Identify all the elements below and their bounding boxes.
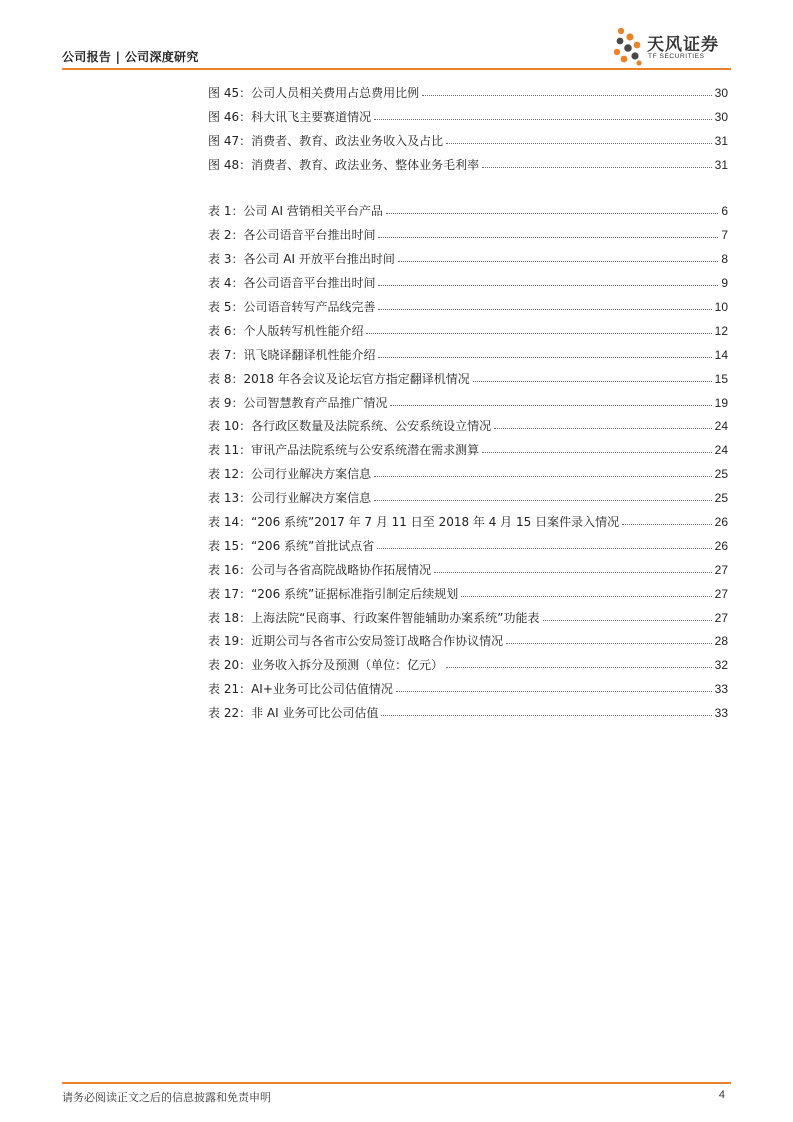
- dot-leader: [378, 309, 711, 310]
- toc-entry-page: 30: [714, 85, 728, 100]
- toc-entry-title: 图 47：消费者、教育、政法业务收入及占比: [208, 133, 444, 148]
- table-toc-entry[interactable]: [208, 338, 728, 362]
- dot-leader: [543, 620, 712, 621]
- toc-entry-page: 33: [714, 682, 728, 697]
- table-toc-entry[interactable]: [208, 410, 728, 434]
- table-toc-entry[interactable]: [208, 266, 728, 290]
- brand-logo: [611, 26, 731, 66]
- toc-entry-title: 表 18：上海法院“民商事、行政案件智能辅助办案系统”功能表: [208, 610, 540, 625]
- dot-leader: [378, 237, 718, 238]
- figure-toc-entry[interactable]: [208, 124, 728, 148]
- brand-name-cn: 天风证券: [647, 35, 719, 55]
- toc-entry-page: 14: [714, 347, 728, 362]
- table-toc-entry[interactable]: [208, 625, 728, 649]
- table-toc-entry[interactable]: [208, 601, 728, 625]
- toc-entry-title: 图 45：公司人员相关费用占总费用比例: [208, 85, 420, 100]
- toc-entry-page: 31: [714, 157, 728, 172]
- dot-leader: [374, 500, 712, 501]
- dot-leader: [381, 715, 711, 716]
- toc-entry-title: 表 13：公司行业解决方案信息: [208, 491, 372, 506]
- toc-entry-title: 图 46：科大讯飞主要赛道情况: [208, 109, 372, 124]
- toc-entry-title: 表 20：业务收入拆分及预测（单位：亿元）: [208, 658, 444, 673]
- dot-leader: [374, 476, 712, 477]
- toc-entry-page: 26: [714, 538, 728, 553]
- toc-entry-page: 7: [721, 228, 728, 243]
- dot-leader: [461, 596, 711, 597]
- table-toc-entry[interactable]: [208, 481, 728, 505]
- dot-leader: [446, 143, 712, 144]
- dot-leader: [366, 333, 711, 334]
- toc-entry-page: 24: [714, 419, 728, 434]
- dot-leader: [396, 691, 712, 692]
- table-of-contents: [208, 76, 728, 720]
- table-toc-entry[interactable]: [208, 457, 728, 481]
- toc-entry-title: 图 48：消费者、教育、政法业务、整体业务毛利率: [208, 157, 480, 172]
- toc-entry-title: 表 11：审讯产品法院系统与公安系统潜在需求测算: [208, 443, 480, 458]
- dot-leader: [390, 405, 711, 406]
- table-toc-entry[interactable]: [208, 577, 728, 601]
- dot-leader: [422, 95, 712, 96]
- dot-leader: [446, 667, 712, 668]
- toc-entry-page: 31: [714, 133, 728, 148]
- dot-leader: [378, 357, 711, 358]
- figure-toc-entry[interactable]: [208, 148, 728, 172]
- dot-leader: [434, 572, 712, 573]
- toc-entry-page: 27: [714, 610, 728, 625]
- table-toc-entry[interactable]: [208, 218, 728, 242]
- dot-leader: [398, 261, 718, 262]
- toc-entry-page: 12: [714, 323, 728, 338]
- table-toc-entry[interactable]: [208, 529, 728, 553]
- header-divider: [62, 68, 731, 70]
- toc-entry-page: 24: [714, 443, 728, 458]
- toc-entry-title: 表 9：公司智慧教育产品推广情况: [208, 395, 388, 410]
- toc-entry-title: 表 2：各公司语音平台推出时间: [208, 228, 376, 243]
- toc-entry-title: 表 21：AI+业务可比公司估值情况: [208, 682, 393, 697]
- toc-entry-title: 表 4：各公司语音平台推出时间: [208, 276, 376, 291]
- table-toc-entry[interactable]: [208, 553, 728, 577]
- footer-divider: [62, 1082, 731, 1084]
- brand-name-en: TF SECURITIES: [648, 53, 705, 60]
- toc-entry-title: 表 17：“206 系统”证据标准指引制定后续规划: [208, 586, 459, 601]
- toc-entry-page: 8: [721, 252, 728, 267]
- toc-entry-title: 表 12：公司行业解决方案信息: [208, 467, 372, 482]
- toc-entry-page: 26: [714, 515, 728, 530]
- toc-entry-title: 表 15：“206 系统”首批试点省: [208, 538, 375, 553]
- brand-logo-icon: [611, 26, 643, 66]
- report-type-label: 公司报告 | 公司深度研究: [62, 50, 199, 64]
- toc-entry-page: 15: [714, 371, 728, 386]
- toc-entry-title: 表 19：近期公司与各省市公安局签订战略合作协议情况: [208, 634, 504, 649]
- table-toc-entry[interactable]: [208, 696, 728, 720]
- figure-toc-entry[interactable]: [208, 100, 728, 124]
- disclaimer-text: 请务必阅读正文之后的信息披露和免责申明: [62, 1091, 271, 1104]
- toc-entry-page: 25: [714, 467, 728, 482]
- dot-leader: [622, 524, 712, 525]
- table-toc-entry[interactable]: [208, 672, 728, 696]
- dot-leader: [494, 428, 712, 429]
- dot-leader: [506, 643, 712, 644]
- toc-entry-page: 33: [714, 706, 728, 721]
- toc-entry-title: 表 16：公司与各省高院战略协作拓展情况: [208, 562, 432, 577]
- toc-entry-page: 30: [714, 109, 728, 124]
- toc-entry-page: 32: [714, 658, 728, 673]
- toc-entry-page: 27: [714, 562, 728, 577]
- table-toc-entry[interactable]: [208, 242, 728, 266]
- toc-entry-page: 27: [714, 586, 728, 601]
- toc-entry-page: 6: [721, 204, 728, 219]
- toc-entry-page: 28: [714, 634, 728, 649]
- toc-entry-page: 25: [714, 491, 728, 506]
- table-toc-entry[interactable]: [208, 195, 728, 219]
- toc-entry-title: 表 5：公司语音转写产品线完善: [208, 300, 376, 315]
- toc-entry-title: 表 8：2018 年各会议及论坛官方指定翻译机情况: [208, 371, 470, 386]
- toc-entry-title: 表 10：各行政区数量及法院系统、公安系统设立情况: [208, 419, 492, 434]
- toc-entry-page: 9: [721, 276, 728, 291]
- table-list: [208, 195, 728, 721]
- page-number: 4: [718, 1089, 725, 1101]
- table-toc-entry[interactable]: [208, 362, 728, 386]
- dot-leader: [374, 119, 712, 120]
- table-toc-entry[interactable]: [208, 433, 728, 457]
- toc-entry-title: 表 14：“206 系统”2017 年 7 月 11 日至 2018 年 4 月 15 日案件录入情况: [208, 515, 620, 530]
- dot-leader: [482, 452, 712, 453]
- dot-leader: [377, 548, 711, 549]
- table-toc-entry[interactable]: [208, 648, 728, 672]
- toc-entry-title: 表 6：个人版转写机性能介绍: [208, 323, 364, 338]
- toc-entry-title: 表 22：非 AI 业务可比公司估值: [208, 706, 379, 721]
- toc-entry-title: 表 1：公司 AI 营销相关平台产品: [208, 204, 383, 219]
- figure-list: [208, 76, 728, 172]
- figure-toc-entry[interactable]: [208, 76, 728, 100]
- table-toc-entry[interactable]: [208, 386, 728, 410]
- dot-leader: [378, 285, 718, 286]
- table-toc-entry[interactable]: [208, 314, 728, 338]
- table-toc-entry[interactable]: [208, 290, 728, 314]
- page-header: [62, 35, 731, 70]
- table-toc-entry[interactable]: [208, 505, 728, 529]
- dot-leader: [473, 381, 712, 382]
- toc-entry-page: 19: [714, 395, 728, 410]
- dot-leader: [482, 167, 712, 168]
- toc-entry-page: 10: [714, 300, 728, 315]
- toc-entry-title: 表 3：各公司 AI 开放平台推出时间: [208, 252, 395, 267]
- toc-entry-title: 表 7：讯飞晓译翻译机性能介绍: [208, 347, 376, 362]
- dot-leader: [386, 213, 718, 214]
